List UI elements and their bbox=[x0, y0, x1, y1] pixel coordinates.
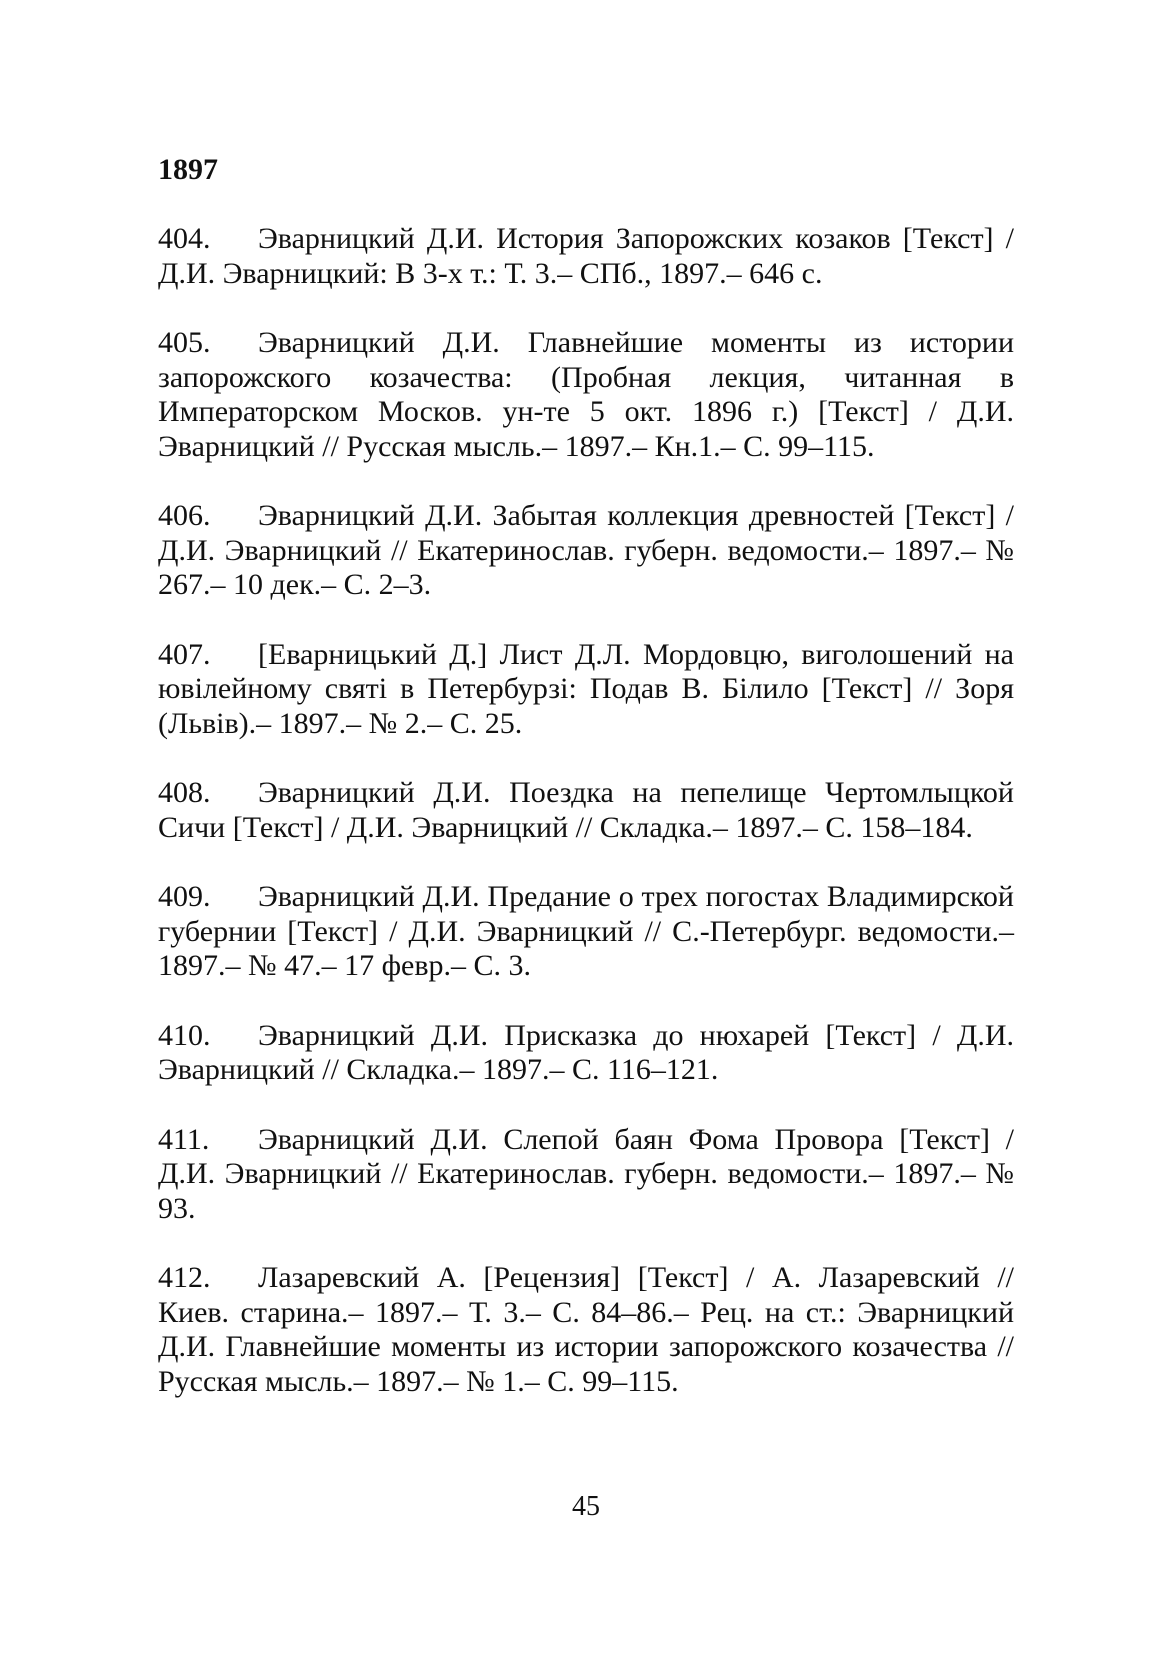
bibliography-entry-408 bbox=[158, 776, 1014, 845]
entry-text: Эварницкий Д.И. Поездка на пепелище Чертомлыцкой Сичи [Текст] / Д.И. Эварницкий // Складка.– 1897.– С. 158–184. bbox=[158, 776, 1014, 844]
entry-text: Эварницкий Д.И. История Запорожских козаков [Текст] / Д.И. Эварницкий: В 3-х т.: Т. 3.– СПб., 1897.– 646 с. bbox=[158, 222, 1014, 290]
entry-text: [Еварницький Д.] Лист Д.Л. Мордовцю, виголошений на ювілейному святі в Петербурзі: Подав В. Білило [Текст] // Зоря (Львів).– 1897.– № 2.– С. 25. bbox=[158, 637, 1014, 740]
entry-text: Эварницкий Д.И. Предание о трех погостах Владимирской губернии [Текст] / Д.И. Эварницкий // С.-Петербург. ведомости.– 1897.– № 47.– 17 февр.– С. 3. bbox=[158, 880, 1014, 982]
entry-text: Эварницкий Д.И. Присказка до нюхарей [Текст] / Д.И. Эварницкий // Складка.– 1897.– С. 116–121. bbox=[158, 1018, 1014, 1086]
entry-number: 407. bbox=[158, 637, 211, 671]
entry-text: Лазаревский А. [Рецензия] [Текст] / А. Лазаревский // Киев. старина.– 1897.– Т. 3.– С. 84–86.– Рец. на ст.: Эварницкий Д.И. Главнейшие моменты из истории запорожского козачества // Русская мысль.– 1897.– № 1.– С. 99–115. bbox=[158, 1261, 1014, 1398]
entry-number: 409. bbox=[158, 880, 211, 913]
entry-number: 410. bbox=[158, 1018, 211, 1052]
bibliography-entry-411 bbox=[158, 1123, 1014, 1227]
page-number: 45 bbox=[572, 1491, 600, 1522]
bibliography-entry-407 bbox=[158, 638, 1014, 742]
bibliography-entry-410 bbox=[158, 1019, 1014, 1088]
entry-text: Эварницкий Д.И. Главнейшие моменты из истории запорожского козачества: (Пробная лекция, читанная в Императорском Москов. ун-те 5 окт. 1896 г.) [Текст] / Д.И. Эварницкий // Русская мысль.– 1897.– Кн.1.– С. 99–115. bbox=[158, 326, 1014, 463]
year-heading: 1897 bbox=[158, 153, 218, 186]
entry-number: 406. bbox=[158, 499, 211, 532]
entry-text: Эварницкий Д.И. Слепой баян Фома Провора [Текст] / Д.И. Эварницкий // Екатеринослав. губерн. ведомости.– 1897.– № 93. bbox=[158, 1122, 1014, 1225]
entry-number: 404. bbox=[158, 222, 211, 255]
bibliography-entry-409 bbox=[158, 880, 1014, 984]
entry-number: 411. bbox=[158, 1122, 210, 1156]
bibliography-entry-405 bbox=[158, 326, 1014, 464]
bibliography-list bbox=[158, 222, 1014, 1434]
entry-number: 408. bbox=[158, 776, 211, 809]
entry-number: 405. bbox=[158, 326, 211, 359]
document-page bbox=[158, 0, 1014, 1654]
bibliography-entry-406 bbox=[158, 499, 1014, 603]
entry-text: Эварницкий Д.И. Забытая коллекция древностей [Текст] / Д.И. Эварницкий // Екатеринослав. губерн. ведомости.– 1897.– № 267.– 10 дек.– С. 2–3. bbox=[158, 499, 1014, 601]
bibliography-entry-404 bbox=[158, 222, 1014, 291]
entry-number: 412. bbox=[158, 1261, 211, 1294]
bibliography-entry-412 bbox=[158, 1261, 1014, 1399]
